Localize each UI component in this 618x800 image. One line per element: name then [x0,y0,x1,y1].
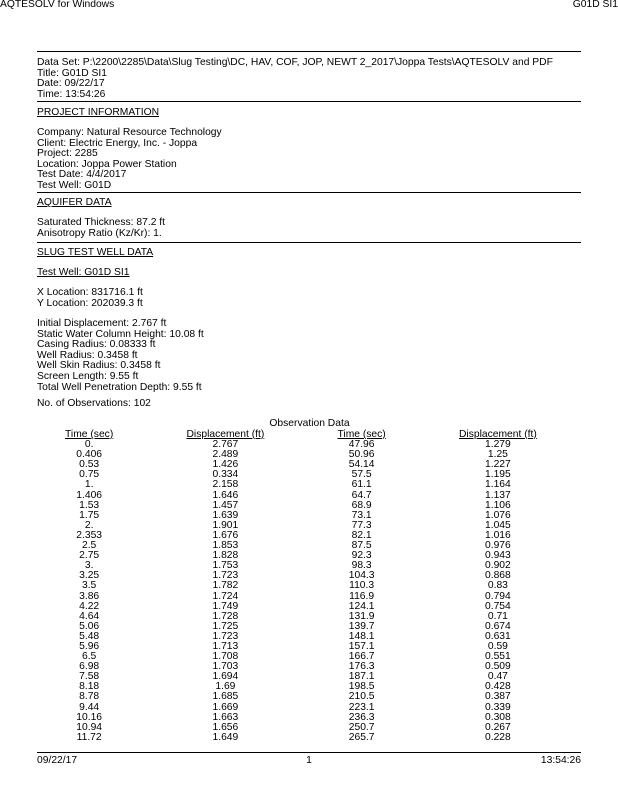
table-cell: 1.045 [484,519,511,531]
table-cell: 6.5 [81,651,97,663]
table-cell: 0.406 [76,449,103,461]
table-cell: 6.98 [79,661,100,673]
well-data-line: Total Well Penetration Depth: 9.55 ft [37,381,202,393]
table-cell: 0.509 [484,661,511,673]
table-cell: 1.649 [212,731,239,743]
table-cell: 4.22 [79,600,100,612]
date-line: Date: 09/22/17 [37,78,105,90]
table-cell: 11.72 [76,731,102,743]
well-data-line: Static Water Column Height: 10.08 ft [37,328,204,340]
column-header: Displacement (ft) [458,429,537,440]
table-cell: 198.5 [348,681,375,693]
observation-count [37,399,608,410]
project-info-line: Location: Joppa Power Station [37,158,177,170]
table-cell: 0.674 [484,620,511,632]
data-set-line: Data Set: P:\2200\2285\Data\Slug Testing\DC, HAV, COF, JOP, NEWT 2_2017\Joppa Tests\AQTESOLV and PDF [37,57,553,68]
table-cell: 1.75 [79,509,100,521]
table-cell: 1.639 [212,509,239,521]
divider [37,192,581,193]
table-cell: 1.723 [212,630,239,642]
well-info [37,319,608,393]
column-header: Time (sec) [65,429,114,440]
table-cell: 0.794 [484,590,511,602]
table-cell: 139.7 [348,620,375,632]
table-cell: 9.44 [79,701,100,713]
table-cell: 1.749 [212,600,239,612]
table-cell: 98.3 [351,560,372,572]
table-cell: 2.5 [81,540,97,552]
table-caption: Observation Data [269,418,350,429]
table-cell: 0.976 [484,540,511,552]
table-cell: 0.267 [484,721,511,733]
table-cell: 2.767 [212,439,239,451]
table-cell: 166.7 [348,651,375,663]
table-cell: 157.1 [348,640,375,652]
location-info [37,288,608,309]
table-cell: 1.753 [212,560,239,572]
table-cell: 1.685 [212,691,239,703]
table-cell: 0.868 [484,570,511,582]
table-cell: 1.457 [212,499,239,511]
table-cell: 1.406 [76,489,103,501]
project-info-line: Client: Electric Energy, Inc. - Joppa [37,137,198,149]
table-cell: 116.9 [349,590,375,602]
aquifer-info-line: Saturated Thickness: 87.2 ft [37,217,166,228]
file-info [37,58,608,100]
table-cell: 1.725 [212,620,239,632]
table-cell: 10.94 [76,721,103,733]
well-data-line: Casing Radius: 0.08333 ft [37,339,156,351]
aquifer-info [37,218,608,239]
table-cell: 236.3 [348,711,375,723]
table-cell: 0.551 [484,651,511,663]
table-row [37,581,582,591]
page-header [0,0,618,12]
table-cell: 1.279 [484,439,511,451]
table-cell: 5.48 [79,630,100,642]
table-cell: 1.106 [484,499,511,511]
table-cell: 0. [84,439,94,451]
table-cell: 0.83 [487,580,508,592]
table-cell: 1.53 [79,499,100,511]
table-cell: 1.669 [212,701,239,713]
table-cell: 3.25 [79,570,100,582]
table-cell: 8.18 [79,681,100,693]
column-header: Time (sec) [337,429,386,440]
time-line: Time: 13:54:26 [37,88,106,100]
table-cell: 0.334 [212,469,239,481]
table-cell: 187.1 [348,671,375,683]
page-number: 1 [306,755,312,766]
table-cell: 3.5 [81,580,97,592]
table-cell: 1.076 [484,509,511,521]
table-cell: 54.14 [348,459,375,471]
table-cell: 1.782 [212,580,239,592]
table-cell: 1.195 [484,469,511,481]
table-cell: 1.853 [212,540,239,552]
table-row [37,733,582,743]
project-info-line: Project: 2285 [37,148,98,160]
aquifer-heading: AQUIFER DATA [37,197,112,208]
observation-count-text: No. of Observations: 102 [37,398,151,409]
table-cell: 0.75 [79,469,100,481]
table-cell: 68.9 [351,499,372,511]
page-footer [37,756,581,768]
table-cell: 148.1 [348,630,375,642]
table-cell: 1.646 [212,489,239,501]
well-data-line: Initial Displacement: 2.767 ft [37,318,167,329]
table-cell: 1.663 [212,711,239,723]
table-cell: 265.7 [348,731,375,743]
table-cell: 1.016 [484,529,511,541]
well-data-line: Well Skin Radius: 0.3458 ft [37,360,161,372]
location-line: X Location: 831716.1 ft [37,287,143,298]
observation-table [37,430,582,743]
well-data-line: Well Radius: 0.3458 ft [37,349,138,361]
table-cell: 1.656 [212,721,239,733]
table-cell: 1.724 [212,590,239,602]
table-cell: 0.47 [487,671,508,683]
table-cell: 10.16 [76,711,103,723]
table-cell: 2.489 [212,449,239,461]
table-cell: 3. [84,560,94,572]
table-cell: 0.428 [484,681,511,693]
footer-time: 13:54:26 [540,755,581,766]
table-cell: 1.694 [212,671,239,683]
table-cell: 1.713 [212,640,239,652]
table-cell: 2.353 [76,529,103,541]
table-cell: 3.86 [79,590,100,602]
table-cell: 0.228 [484,731,511,743]
table-cell: 250.7 [348,721,375,733]
table-cell: 0.754 [484,600,511,612]
table-cell: 2. [84,519,94,531]
table-cell: 47.96 [348,439,375,451]
table-cell: 0.53 [79,459,100,471]
test-well-line: Test Well: G01D SI1 [37,267,130,278]
title-line: Title: G01D SI1 [37,67,108,79]
project-info-line: Company: Natural Resource Technology [37,127,222,138]
table-cell: 176.3 [348,661,375,673]
doc-id: G01D SI1 [572,0,618,10]
table-cell: 1.901 [212,519,239,531]
slug-heading: SLUG TEST WELL DATA [37,247,154,258]
project-info [37,128,608,192]
aquifer-info-line: Anisotropy Ratio (Kz/Kr): 1. [37,227,162,239]
well-data-line: Screen Length: 9.55 ft [37,370,139,382]
project-info-line: Test Well: G01D [37,179,112,191]
table-cell: 210.5 [348,691,375,703]
table-cell: 92.3 [351,550,372,562]
table-cell: 2.158 [212,479,239,491]
table-cell: 1.227 [484,459,511,471]
table-cell: 5.96 [79,640,100,652]
divider [37,101,581,102]
app-title: AQTESOLV for Windows [0,0,115,10]
table-cell: 8.78 [79,691,100,703]
table-cell: 104.3 [348,570,375,582]
table-cell: 4.64 [79,610,100,622]
table-cell: 73.1 [351,509,372,521]
table-cell: 87.5 [351,540,372,552]
table-cell: 110.3 [349,580,375,592]
table-cell: 0.902 [484,560,511,572]
column-header: Displacement (ft) [186,429,265,440]
table-cell: 1.708 [212,651,239,663]
table-cell: 1.426 [212,459,239,471]
footer-divider [37,752,581,753]
table-cell: 1.723 [212,570,239,582]
divider [37,242,581,243]
table-cell: 7.58 [79,671,100,683]
table-cell: 77.3 [351,519,372,531]
header-divider [37,51,581,52]
table-cell: 1.828 [212,550,239,562]
table-cell: 0.59 [487,640,508,652]
table-cell: 64.7 [351,489,372,501]
table-cell: 57.5 [351,469,372,481]
table-cell: 1.137 [484,489,511,501]
table-cell: 50.96 [348,449,375,461]
table-cell: 124.1 [348,600,375,612]
table-cell: 223.1 [348,701,375,713]
table-cell: 0.631 [484,630,511,642]
table-cell: 0.339 [484,701,511,713]
project-heading: PROJECT INFORMATION [37,107,160,118]
table-cell: 0.387 [484,691,511,703]
location-line: Y Location: 202039.3 ft [37,297,143,309]
table-cell: 0.71 [487,610,508,622]
table-cell: 61.1 [351,479,372,491]
table-cell: 1.25 [487,449,508,461]
table-cell: 5.06 [79,620,100,632]
table-cell: 1.69 [215,681,236,693]
table-cell: 1.676 [212,529,239,541]
table-cell: 1. [84,479,94,491]
table-cell: 1.728 [212,610,239,622]
table-cell: 1.703 [212,661,239,673]
footer-date: 09/22/17 [37,755,78,766]
table-cell: 82.1 [351,529,372,541]
table-cell: 1.164 [484,479,511,491]
project-info-line: Test Date: 4/4/2017 [37,169,127,181]
table-cell: 0.943 [484,550,511,562]
table-cell: 0.308 [484,711,511,723]
table-cell: 131.9 [348,610,375,622]
table-cell: 2.75 [79,550,100,562]
